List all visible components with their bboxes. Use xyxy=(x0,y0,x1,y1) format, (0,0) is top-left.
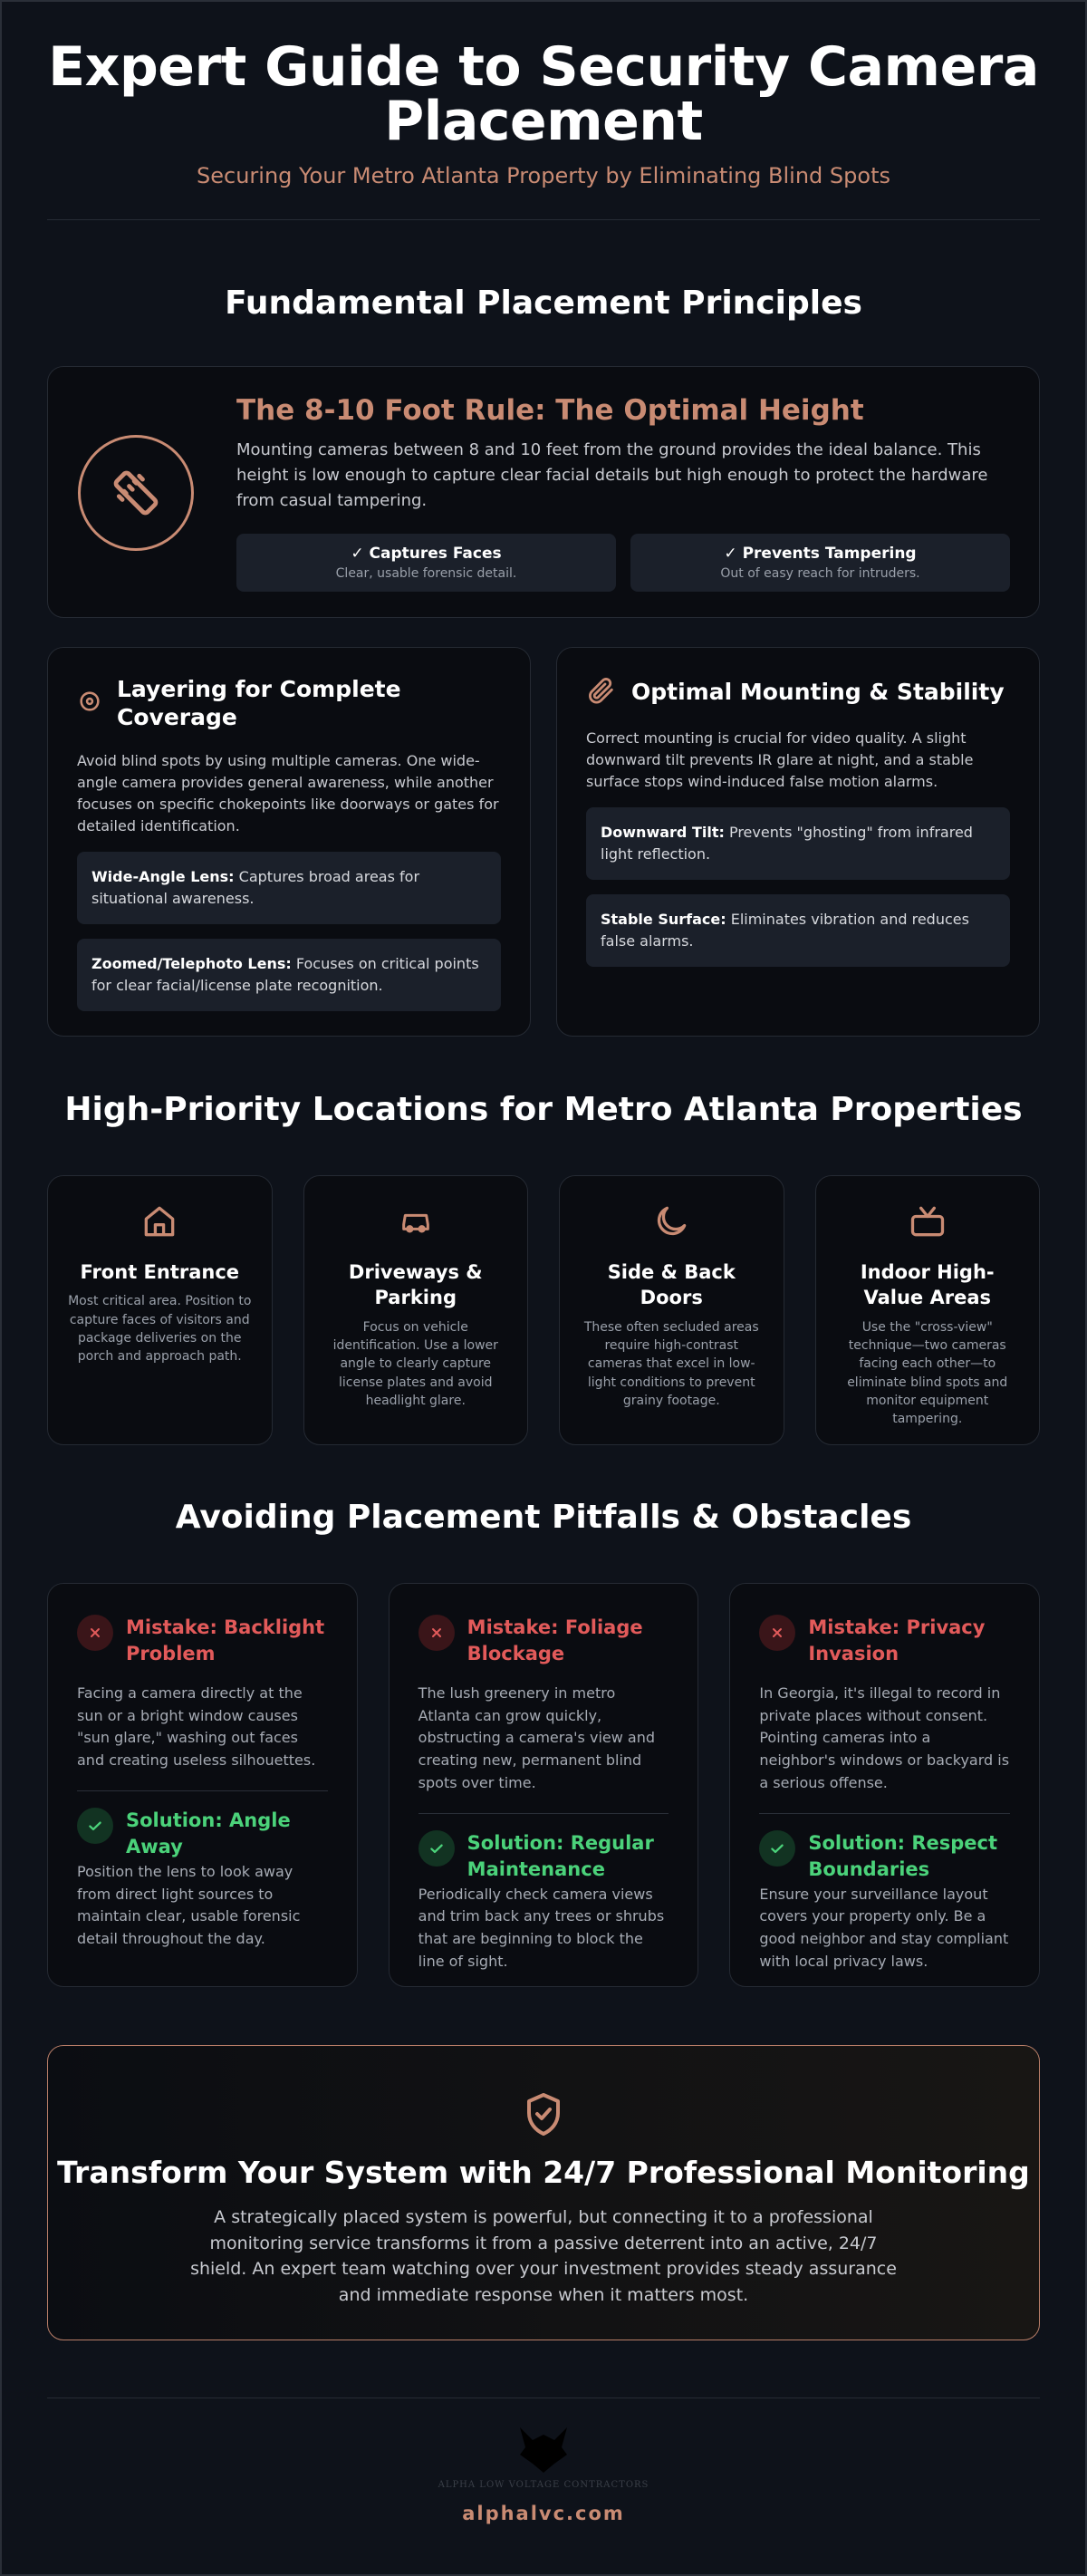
solution-text: Position the lens to look away from direct light sources to maintain clear, usable forensic detail throughout the day. xyxy=(77,1862,301,1948)
box-text: Prevents "ghosting" from infrared light reflection. xyxy=(601,824,973,863)
mistake-text: Facing a camera directly at the sun or a bright window causes "sun glare," washing out faces and creating useless silhouettes. xyxy=(77,1684,316,1770)
principles-heading: Fundamental Placement Principles xyxy=(225,285,862,322)
telephoto-box xyxy=(77,939,501,1011)
hero xyxy=(47,2,1040,220)
location-title: Driveways & Parking xyxy=(348,1261,483,1309)
cta-title: Transform Your System with 24/7 Professional Monitoring xyxy=(57,2155,1030,2190)
solution-title: Solution: Regular Maintenance xyxy=(467,1831,654,1881)
divider xyxy=(759,1813,1010,1814)
company-name: ALPHA LOW VOLTAGE CONTRACTORS xyxy=(438,2480,649,2490)
moon-icon xyxy=(576,1198,767,1245)
wide-angle-box xyxy=(77,852,501,924)
check-icon xyxy=(77,1808,113,1844)
page-subtitle: Securing Your Metro Atlanta Property by Eliminating Blind Spots xyxy=(197,163,890,188)
ruler-icon xyxy=(78,435,194,551)
mounting-text: Correct mounting is crucial for video quality. A slight downward tilt prevents IR glare at night, and a stable surface stops wind-induced false motion alarms. xyxy=(586,729,974,790)
location-card-side-back-doors xyxy=(559,1175,784,1445)
pill-desc: Clear, usable forensic detail. xyxy=(335,565,517,581)
location-card-front-entrance xyxy=(47,1175,273,1445)
check-icon xyxy=(759,1830,795,1867)
location-text: Focus on vehicle identification. Use a lower angle to clearly capture license plates and avoid headlight glare. xyxy=(332,1319,498,1408)
check-icon xyxy=(418,1830,455,1867)
location-title: Side & Back Doors xyxy=(607,1261,736,1309)
box-text: Captures broad areas for situational awareness. xyxy=(91,867,420,907)
divider xyxy=(418,1813,669,1814)
footer xyxy=(47,2398,1040,2524)
downward-tilt-box xyxy=(586,807,1010,880)
paperclip-icon xyxy=(586,675,617,709)
pitfall-card-backlight xyxy=(47,1583,358,1987)
shield-check-icon xyxy=(48,2091,1039,2142)
location-title: Front Entrance xyxy=(80,1261,240,1283)
box-label: Wide-Angle Lens: xyxy=(91,867,235,885)
wolf-logo-icon xyxy=(47,2426,1040,2490)
divider xyxy=(77,1790,328,1791)
solution-text: Periodically check camera views and trim back any trees or shrubs that are beginning to block the line of sight. xyxy=(418,1885,665,1970)
x-icon xyxy=(418,1615,455,1651)
solution-title: Solution: Respect Boundaries xyxy=(808,1831,998,1881)
location-text: These often secluded areas require high-contrast cameras that excel in low-light conditions to prevent grainy footage. xyxy=(583,1319,759,1408)
location-card-indoor xyxy=(815,1175,1041,1445)
x-icon xyxy=(77,1615,113,1651)
divider xyxy=(47,219,1040,220)
prevents-tampering-pill xyxy=(630,534,1010,592)
pitfall-card-privacy xyxy=(729,1583,1040,1987)
layering-card xyxy=(47,647,531,1037)
pill-desc: Out of easy reach for intruders. xyxy=(720,565,920,581)
box-label: Stable Surface: xyxy=(601,911,726,928)
box-label: Zoomed/Telephoto Lens: xyxy=(91,954,292,972)
car-icon xyxy=(321,1198,512,1245)
locations-heading: High-Priority Locations for Metro Atlanta Properties xyxy=(64,1091,1023,1128)
tv-icon xyxy=(832,1198,1024,1245)
layering-title: Layering for Complete Coverage xyxy=(117,676,401,731)
monitoring-cta xyxy=(47,2045,1040,2340)
location-text: Most critical area. Position to capture faces of visitors and package deliveries on the porch and approach path. xyxy=(68,1294,252,1365)
mistake-title: Mistake: Privacy Invasion xyxy=(808,1616,986,1665)
cta-text: A strategically placed system is powerful, but connecting it to a professional monitoring service transforms it from a passive deterrent into an active, 24/7 shield. An expert team watching over your investment provides steady assurance and immediate response when it matters most. xyxy=(190,2207,897,2305)
home-icon xyxy=(64,1198,255,1245)
pill-title: ✓ Captures Faces xyxy=(351,544,502,563)
location-card-driveways xyxy=(303,1175,529,1445)
mistake-text: The lush greenery in metro Atlanta can grow quickly, obstructing a camera's view and creating new, permanent blind spots over time. xyxy=(418,1684,655,1791)
mistake-text: In Georgia, it's illegal to record in private places without consent. Pointing cameras into a neighbor's windows or backyard is a serious offense. xyxy=(759,1684,1010,1791)
mistake-title: Mistake: Backlight Problem xyxy=(126,1616,325,1665)
page-title: Expert Guide to Security Camera Placement xyxy=(48,35,1039,153)
location-text: Use the "cross-view" technique—two cameras facing each other—to eliminate blind spots and monitor equipment tampering. xyxy=(847,1319,1008,1427)
target-icon xyxy=(77,689,102,718)
layering-text: Avoid blind spots by using multiple cameras. One wide-angle camera provides general awareness, while another focuses on specific chokepoints like doorways or gates for detailed identification. xyxy=(77,751,499,835)
location-title: Indoor High-Value Areas xyxy=(860,1261,995,1309)
stable-surface-box xyxy=(586,894,1010,967)
height-rule-title: The 8-10 Foot Rule: The Optimal Height xyxy=(236,394,864,427)
height-rule-card xyxy=(47,366,1040,618)
website-link[interactable]: alphalvc.com xyxy=(462,2503,625,2524)
mounting-card xyxy=(556,647,1040,1037)
captures-faces-pill xyxy=(236,534,616,592)
pill-title: ✓ Prevents Tampering xyxy=(724,544,917,563)
x-icon xyxy=(759,1615,795,1651)
solution-text: Ensure your surveillance layout covers your property only. Be a good neighbor and stay compliant with local privacy laws. xyxy=(759,1885,1009,1970)
pitfall-card-foliage xyxy=(389,1583,699,1987)
height-rule-text: Mounting cameras between 8 and 10 feet from the ground provides the ideal balance. This height is low enough to capture clear facial details but high enough to protect the hardware from casual tampering. xyxy=(236,440,988,510)
pitfalls-heading: Avoiding Placement Pitfalls & Obstacles xyxy=(175,1499,912,1536)
box-text: Eliminates vibration and reduces false alarms. xyxy=(601,911,969,950)
solution-title: Solution: Angle Away xyxy=(126,1809,291,1858)
mounting-title: Optimal Mounting & Stability xyxy=(631,679,1005,706)
box-text: Focuses on critical points for clear facial/license plate recognition. xyxy=(91,954,479,994)
box-label: Downward Tilt: xyxy=(601,824,725,841)
mistake-title: Mistake: Foliage Blockage xyxy=(467,1616,643,1665)
